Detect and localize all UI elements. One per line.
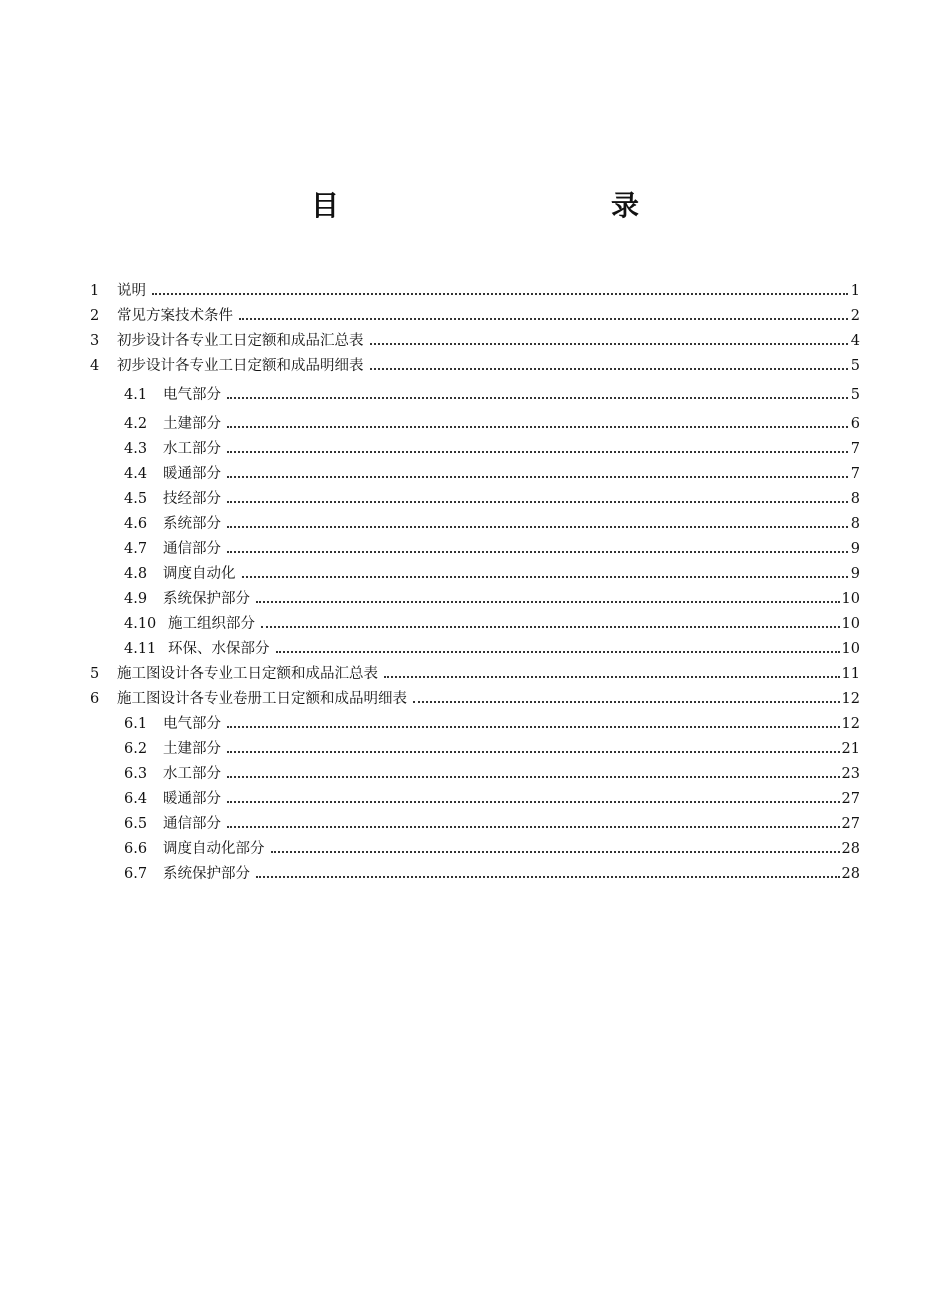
toc-entry[interactable]	[90, 662, 860, 687]
toc-entry-page: 6	[850, 416, 860, 432]
toc-subentry[interactable]	[90, 737, 860, 762]
toc-entry-number: 6	[90, 691, 100, 707]
toc-entry-number: 6.1	[124, 716, 148, 732]
toc-subentry[interactable]	[90, 537, 860, 562]
toc-leader-dots	[384, 662, 840, 678]
toc-entry-page: 10	[841, 591, 860, 607]
toc-subentry[interactable]	[90, 862, 860, 887]
toc-subentry[interactable]	[90, 462, 860, 487]
toc-leader-dots	[227, 712, 840, 728]
page-title: 目 录	[310, 189, 711, 222]
toc-entry-number: 4.9	[124, 591, 148, 607]
toc-entry-title: 电气部分	[163, 387, 221, 403]
toc-entry-title: 水工部分	[163, 766, 221, 782]
toc-leader-dots	[227, 812, 840, 828]
toc-entry-page: 12	[841, 691, 860, 707]
toc-entry-page: 5	[850, 387, 860, 403]
toc-entry[interactable]	[90, 329, 860, 354]
toc-entry-number: 4.8	[124, 566, 148, 582]
toc-entry-number: 4.4	[124, 466, 148, 482]
toc-leader-dots	[256, 587, 840, 603]
toc-entry-number: 4.5	[124, 491, 148, 507]
toc-entry-page: 1	[850, 283, 860, 299]
toc-entry-title: 暖通部分	[163, 466, 221, 482]
toc-entry-number: 5	[90, 666, 100, 682]
toc-entry-number: 4.10	[124, 616, 157, 632]
toc-entry[interactable]	[90, 304, 860, 329]
toc-entry-title: 土建部分	[163, 741, 221, 757]
toc-entry-number: 6.4	[124, 791, 148, 807]
toc-entry-page: 11	[841, 666, 860, 682]
toc-subentry[interactable]	[90, 812, 860, 837]
toc-entry-page: 7	[850, 466, 860, 482]
toc-entry-number: 1	[90, 283, 100, 299]
toc-leader-dots	[227, 537, 848, 553]
toc-entry-number: 2	[90, 308, 100, 324]
toc-entry-page: 27	[841, 791, 860, 807]
toc-entry-number: 6.6	[124, 841, 148, 857]
toc-subentry[interactable]	[90, 487, 860, 512]
toc-leader-dots	[276, 637, 840, 653]
toc-subentry[interactable]	[90, 587, 860, 612]
toc-leader-dots	[242, 562, 849, 578]
toc-leader-dots	[271, 837, 840, 853]
toc-leader-dots	[261, 612, 840, 628]
toc-subentry[interactable]	[90, 637, 860, 662]
toc-entry-page: 9	[850, 541, 860, 557]
toc-entry[interactable]	[90, 687, 860, 712]
toc-subentry[interactable]	[90, 437, 860, 462]
toc-entry-title: 通信部分	[163, 541, 221, 557]
toc-leader-dots	[256, 862, 840, 878]
toc-leader-dots	[152, 279, 848, 295]
toc-subentry[interactable]	[90, 712, 860, 737]
toc-leader-dots	[227, 787, 840, 803]
toc-entry-page: 28	[841, 866, 860, 882]
toc-entry-title: 系统部分	[163, 516, 221, 532]
toc-entry-title: 暖通部分	[163, 791, 221, 807]
toc-entry-title: 常见方案技术条件	[117, 308, 233, 324]
toc-entry-title: 施工图设计各专业工日定额和成品汇总表	[117, 666, 378, 682]
toc-leader-dots	[370, 354, 849, 370]
toc-entry-number: 6.3	[124, 766, 148, 782]
table-of-contents	[90, 279, 860, 887]
toc-entry-number: 3	[90, 333, 100, 349]
toc-entry-title: 施工组织部分	[168, 616, 255, 632]
toc-entry-title: 技经部分	[163, 491, 221, 507]
toc-entry-title: 通信部分	[163, 816, 221, 832]
toc-leader-dots	[227, 462, 848, 478]
toc-subentry[interactable]	[90, 412, 860, 437]
toc-leader-dots	[227, 412, 848, 428]
toc-leader-dots	[370, 329, 849, 345]
toc-subentry[interactable]	[90, 787, 860, 812]
toc-entry-title: 初步设计各专业工日定额和成品明细表	[117, 358, 364, 374]
toc-entry-title: 说明	[117, 283, 146, 299]
toc-entry-page: 2	[850, 308, 860, 324]
toc-entry-number: 4.2	[124, 416, 148, 432]
toc-entry-page: 7	[850, 441, 860, 457]
toc-entry-page: 10	[841, 616, 860, 632]
toc-entry-page: 12	[841, 716, 860, 732]
toc-entry-title: 系统保护部分	[163, 591, 250, 607]
toc-entry-number: 4.3	[124, 441, 148, 457]
toc-entry-number: 6.7	[124, 866, 148, 882]
toc-leader-dots	[239, 304, 848, 320]
toc-entry-number: 6.2	[124, 741, 148, 757]
toc-entry[interactable]	[90, 279, 860, 304]
toc-entry-title: 初步设计各专业工日定额和成品汇总表	[117, 333, 364, 349]
toc-entry-page: 4	[850, 333, 860, 349]
toc-subentry[interactable]	[90, 762, 860, 787]
toc-leader-dots	[227, 437, 848, 453]
toc-leader-dots	[227, 383, 848, 399]
toc-entry-page: 8	[850, 516, 860, 532]
toc-entry-title: 环保、水保部分	[168, 641, 270, 657]
toc-entry-page: 9	[850, 566, 860, 582]
toc-subentry[interactable]	[90, 837, 860, 862]
toc-entry-title: 调度自动化部分	[163, 841, 265, 857]
toc-entry-title: 水工部分	[163, 441, 221, 457]
toc-entry-title: 施工图设计各专业卷册工日定额和成品明细表	[117, 691, 407, 707]
toc-subentry[interactable]	[90, 562, 860, 587]
toc-entry-title: 调度自动化	[163, 566, 236, 582]
toc-entry-title: 电气部分	[163, 716, 221, 732]
toc-entry-number: 4.6	[124, 516, 148, 532]
toc-entry-title: 系统保护部分	[163, 866, 250, 882]
toc-entry-page: 8	[850, 491, 860, 507]
toc-entry-page: 10	[841, 641, 860, 657]
toc-leader-dots	[413, 687, 840, 703]
toc-subentry[interactable]	[90, 383, 860, 412]
toc-subentry[interactable]	[90, 512, 860, 537]
toc-entry-number: 4.7	[124, 541, 148, 557]
toc-entry-title: 土建部分	[163, 416, 221, 432]
toc-leader-dots	[227, 762, 840, 778]
toc-entry[interactable]	[90, 354, 860, 383]
toc-entry-page: 28	[841, 841, 860, 857]
toc-subentry[interactable]	[90, 612, 860, 637]
toc-leader-dots	[227, 512, 848, 528]
toc-leader-dots	[227, 487, 848, 503]
toc-entry-page: 21	[841, 741, 860, 757]
toc-entry-page: 5	[850, 358, 860, 374]
toc-leader-dots	[227, 737, 840, 753]
toc-entry-page: 23	[841, 766, 860, 782]
toc-entry-page: 27	[841, 816, 860, 832]
toc-entry-number: 6.5	[124, 816, 148, 832]
toc-entry-number: 4.1	[124, 387, 148, 403]
toc-entry-number: 4	[90, 358, 100, 374]
toc-entry-number: 4.11	[124, 641, 157, 657]
